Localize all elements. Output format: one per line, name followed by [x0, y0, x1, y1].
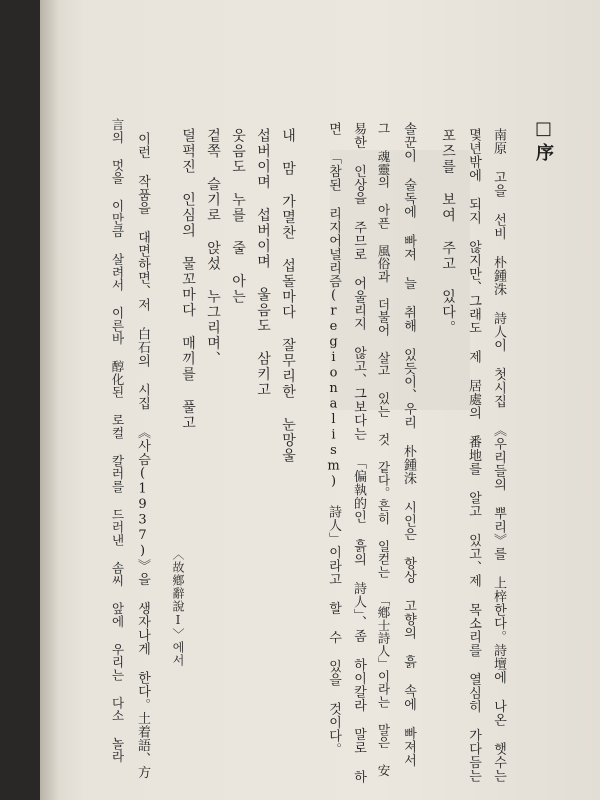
poem-line-5: 덜퍽진 인심의 물꼬마다 매끼를 풀고	[180, 128, 196, 431]
poem-line-4: 겉쪽 슬기로 앉섰 누그리며、	[205, 128, 221, 367]
section-heading: □序	[533, 118, 554, 165]
poem-line-3: 웃음도 누를 줄 아는	[230, 128, 246, 305]
text-column-7: 면 「참된 리지어널리즘(regionalism) 詩人」이라고 할 수 있을 것이다。	[326, 122, 341, 756]
text-column-9: 言의 멋을 이만큼 살려서 이른바 醇化된 로컬 칼러를 드러낸 솜씨 앞에 우리는 다소 놀라	[110, 118, 125, 763]
text-column-6: 易한 인상을 주므로 어울리지 않고、그보다는 「偏執的인 흙의 詩人」、좀 하이칼라 말로 하	[351, 122, 366, 784]
text-column-4: 솔꾼이 술독에 빠져 늘 취해 있듯이、우리 朴鍾洙 시인은 항상 고향의 흙 속에 빠져서	[401, 122, 416, 767]
poem-line-2: 섭버이며 섭버이며 울음도 삼키고	[255, 128, 271, 398]
book-gutter	[40, 0, 60, 800]
text-column-8: 이런 작품을 대면하면、저 白石의 시집 《사슴(1937)》을 생자나게 한다。土着語、方	[135, 132, 150, 779]
text-column-2: 몇년밖에 되지 않지만、그래도 제 居處의 番地를 알고 있고、제 목소리를 열심히 가다듬는	[466, 128, 481, 783]
text-column-5: 그 魂靈의 아픈 風俗과 더불어 살고 있는 것 같다。흔히 일컫는 「鄕士詩人」이라는 말은 安	[376, 122, 391, 777]
poem-line-1: 내 맘 가멸찬 섭돌마다 잘무리한 눈망울	[280, 128, 296, 464]
poem-source: 〈故鄕辭說Ⅰ〉에서	[171, 548, 185, 667]
text-column-1: 南原 고을 선비 朴鍾洙 詩人이 첫시집 《우리들의 뿌리》를 上梓한다。詩壇에 나온 햇수는	[491, 128, 506, 783]
text-column-3: 포즈를 보여 주고 있다。	[440, 128, 456, 336]
